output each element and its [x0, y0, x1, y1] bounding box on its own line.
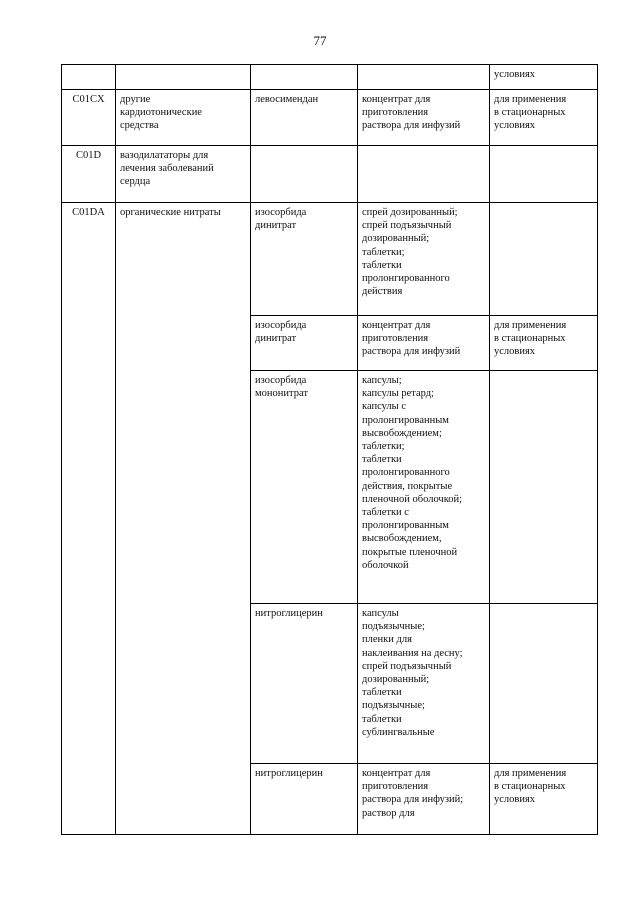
group-cell	[116, 65, 251, 90]
group-cell: органические нитраты	[116, 203, 251, 835]
drug-name-cell: нитроглицерин	[251, 764, 358, 835]
atc-code-cell: C01DA	[62, 203, 116, 835]
note-cell	[490, 203, 598, 316]
dosage-form-cell: концентрат для приготовления раствора для инфузий	[358, 90, 490, 146]
drug-name-cell: изосорбида мононитрат	[251, 371, 358, 604]
drug-name-cell: левосимендан	[251, 90, 358, 146]
table-row	[62, 90, 598, 146]
drug-table	[61, 64, 598, 835]
page-number: 77	[313, 33, 327, 48]
drug-name-cell: изосорбида динитрат	[251, 203, 358, 316]
atc-code-cell: C01D	[62, 146, 116, 203]
group-cell: вазодилататоры для лечения заболеваний сердца	[116, 146, 251, 203]
drug-name-cell	[251, 146, 358, 203]
table-row	[62, 65, 598, 90]
note-cell: условиях	[490, 65, 598, 90]
dosage-form-cell: концентрат для приготовления раствора для инфузий	[358, 316, 490, 371]
dosage-form-cell: капсулы подъязычные; пленки для наклеивания на десну; спрей подъязычный дозированный; таблетки подъязычные; таблетки сублингвальные	[358, 604, 490, 764]
dosage-form-cell: концентрат для приготовления раствора для инфузий; раствор для	[358, 764, 490, 835]
dosage-form-cell	[358, 146, 490, 203]
note-cell: для применения в стационарных условиях	[490, 764, 598, 835]
drug-name-cell	[251, 65, 358, 90]
note-cell	[490, 146, 598, 203]
dosage-form-cell: капсулы; капсулы ретард; капсулы с пролонгированным высвобождением; таблетки; таблетки пролонгированного действия, покрытые пленочной оболочкой; таблетки с пролонгированным высвобождением, покрытые пленочной оболочкой	[358, 371, 490, 604]
drug-name-cell: нитроглицерин	[251, 604, 358, 764]
dosage-form-cell	[358, 65, 490, 90]
atc-code-cell	[62, 65, 116, 90]
note-cell: для применения в стационарных условиях	[490, 90, 598, 146]
dosage-form-cell: спрей дозированный; спрей подъязычный дозированный; таблетки; таблетки пролонгированного действия	[358, 203, 490, 316]
drug-name-cell: изосорбида динитрат	[251, 316, 358, 371]
atc-code-cell: C01CX	[62, 90, 116, 146]
note-cell	[490, 604, 598, 764]
note-cell: для применения в стационарных условиях	[490, 316, 598, 371]
table-row	[62, 146, 598, 203]
table-row	[62, 203, 598, 316]
note-cell	[490, 371, 598, 604]
group-cell: другие кардиотонические средства	[116, 90, 251, 146]
